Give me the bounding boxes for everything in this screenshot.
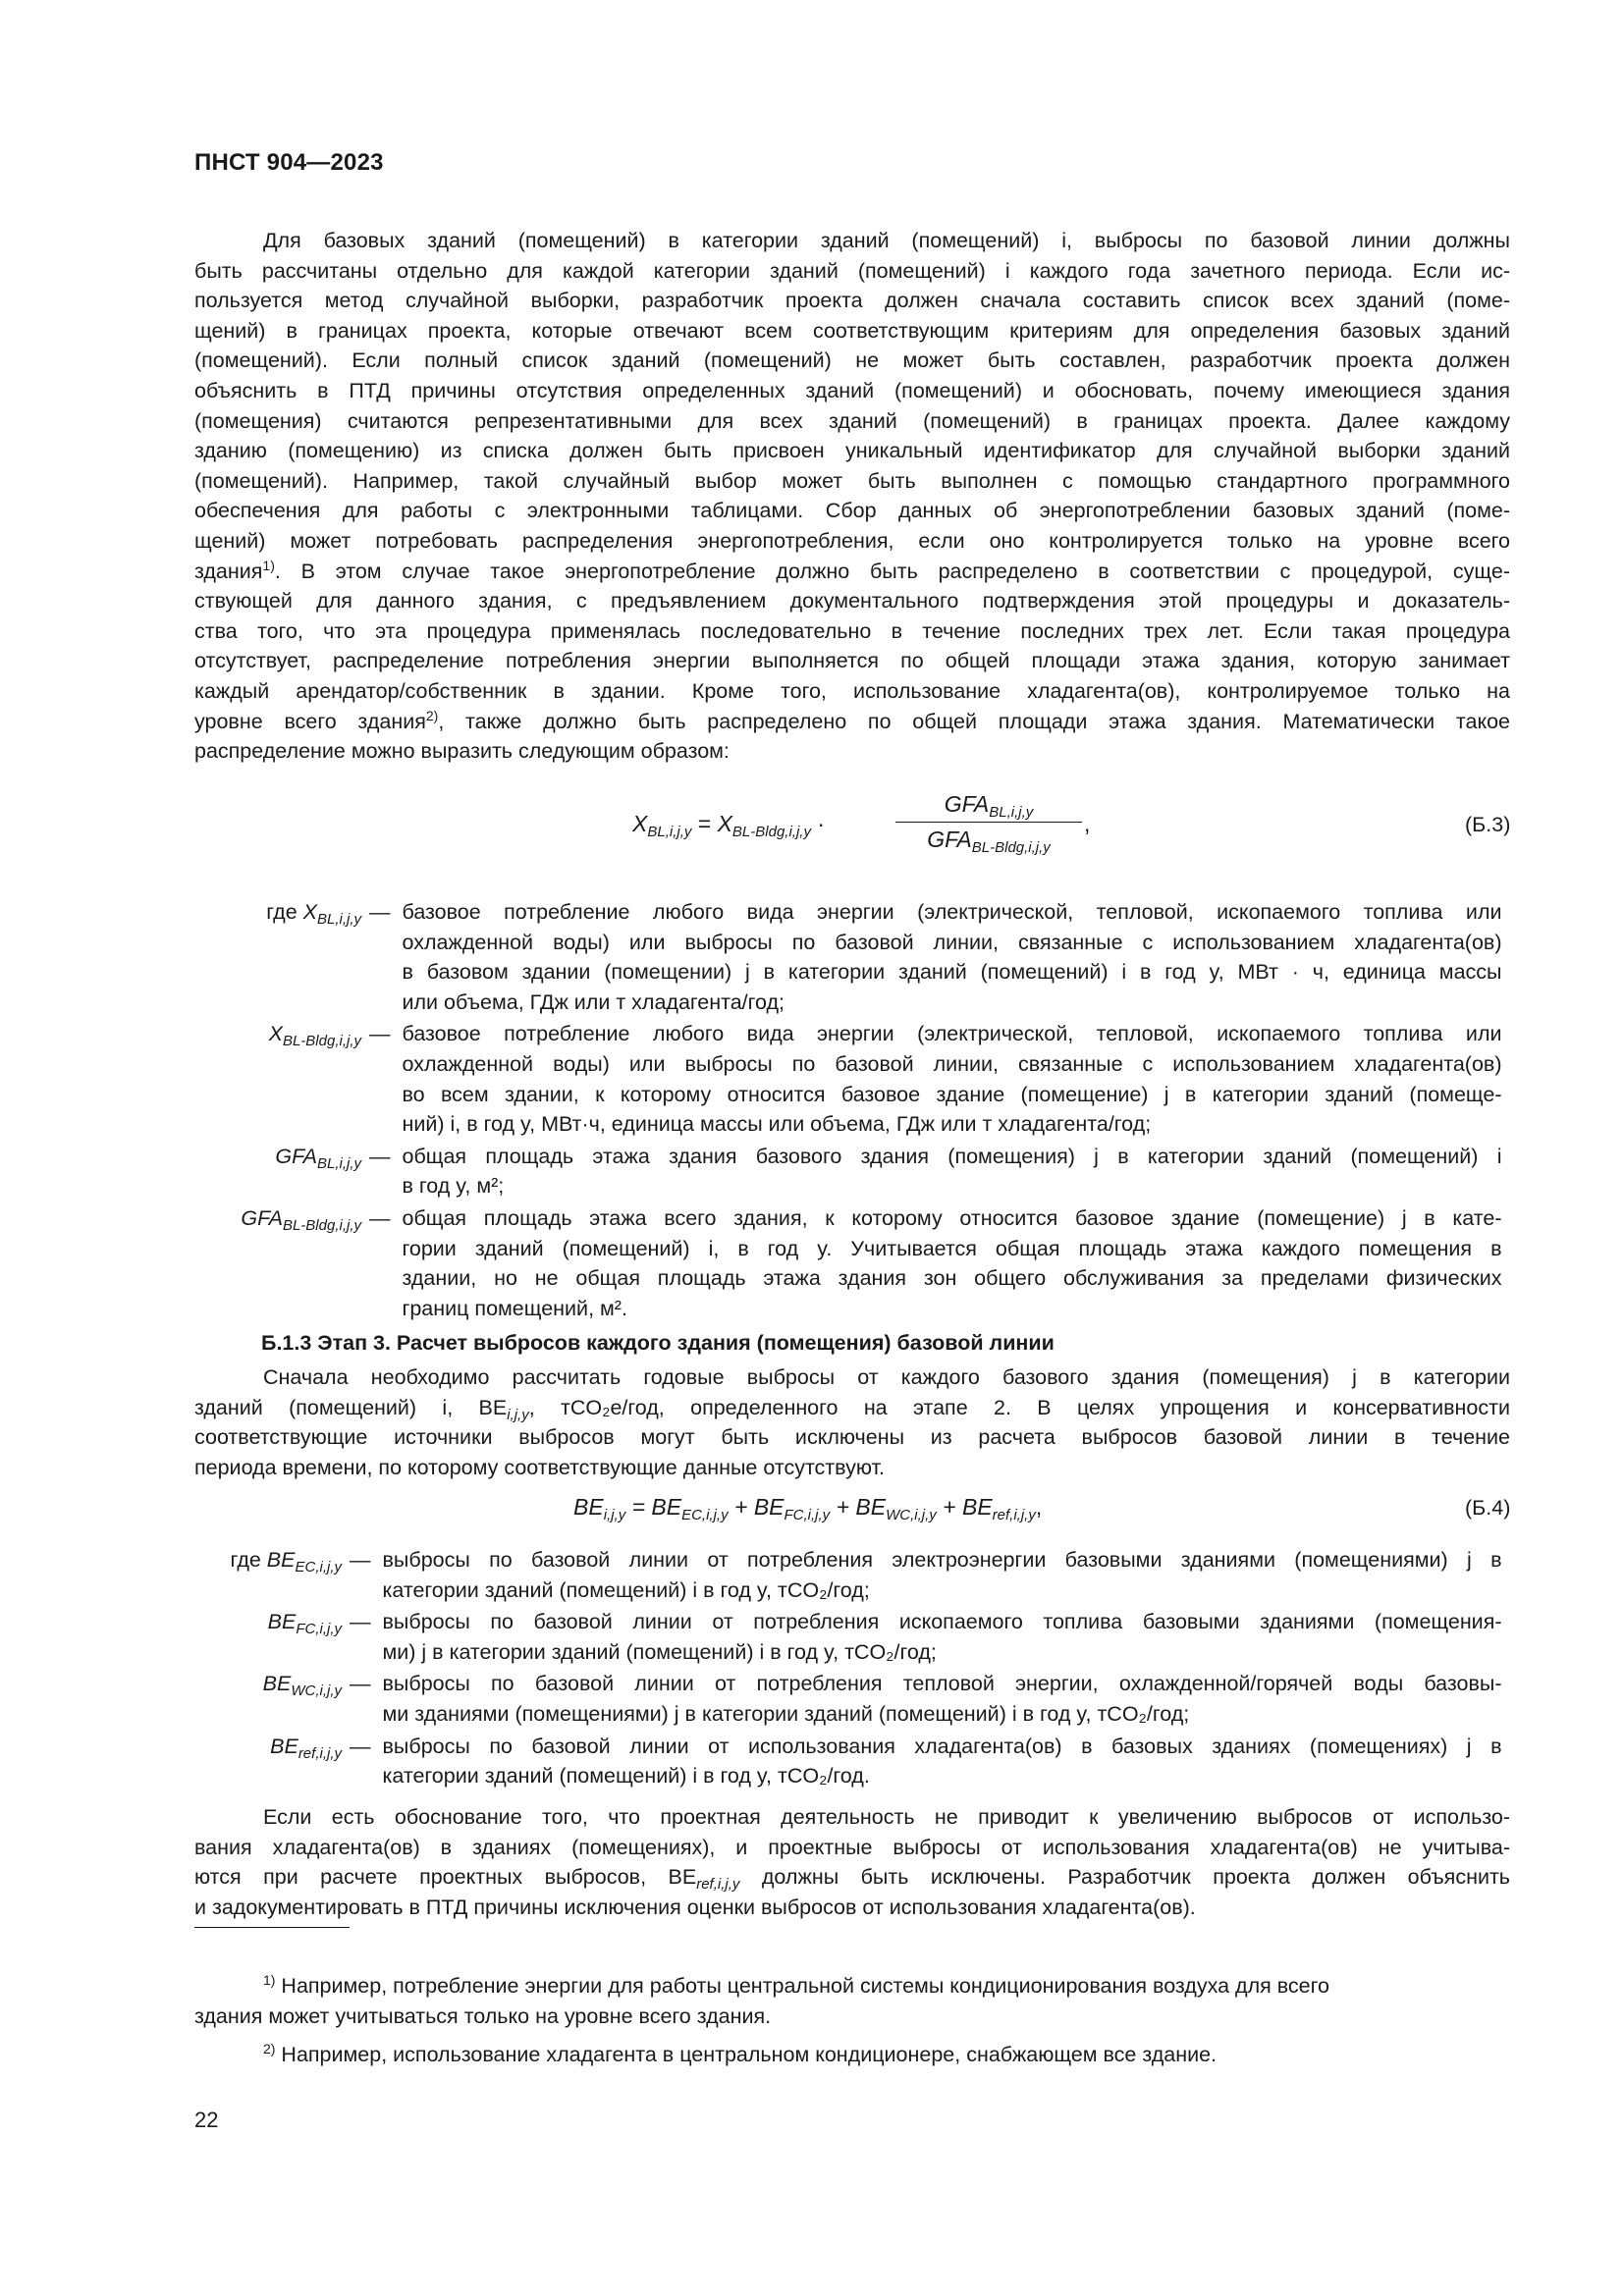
formula-b3-comma: , — [1084, 811, 1091, 836]
section-heading: Б.1.3 Этап 3. Расчет выбросов каждого здания (помещения) базовой линии — [261, 1331, 1055, 1355]
text-line: Для базовых зданий (помещений) в категории зданий (помещений) i, выбросы по базовой линии должны — [263, 229, 1510, 252]
footnote-mark: 2) — [263, 2041, 276, 2056]
fraction-denominator: $GFA_{BL-Bldg,i,j,y}$ — [927, 827, 1051, 856]
text-line: вания хладагента(ов) в зданиях (помещениях), и проектные выбросы от использования хладагента(ов) не учитыва- — [194, 1835, 1510, 1859]
definition-text: базовое потребление любого вида энергии (электрической, тепловой, ископаемого топлива или охлажденной воды) или выбросы по базовой линии, связанные с использованием хладагента(ов) во всем здании, к которому относится базовое здание (помещение) j в категории зданий (помеще- ний) i, в год y, МВт·ч, единица массы или объема, ГДж или т хладагента/год; — [402, 1022, 1502, 1137]
text-line: отсутствует, распределение потребления энергии выполняется по общей площади этажа здания, которую занимает — [194, 649, 1510, 673]
definition-text: выбросы по базовой линии от потребления тепловой энергии, охлажденной/горячей воды базовы- ми зданиями (помещениями) j в категории зданий (помещений) i в год y, тCO₂/год; — [382, 1672, 1502, 1726]
text-line: (помещения) считаются репрезентативными для всех зданий (помещений) в границах проекта. Далее каждому — [194, 408, 1510, 433]
text-line: ются при расчете проектных выбросов, $BE_{ref,i,j,y}$ должны быть исключены. Разработчик проекта должен объяснить — [194, 1865, 1511, 1894]
closing-paragraph — [194, 1802, 1510, 1922]
definition-dash: — — [350, 1734, 371, 1758]
definition-dash: — — [369, 1022, 391, 1046]
text-line: (помещений). Если полный список зданий (помещений) не может быть составлен, разработчик проекта должен — [194, 348, 1510, 373]
definition-row — [194, 1669, 1510, 1729]
definition-row — [194, 897, 1510, 1017]
definition-text: базовое потребление любого вида энергии (электрической, тепловой, ископаемого топлива или охлажденной воды) или выбросы по базовой линии, связанные с использованием хладагента(ов) в базовом здании (помещении) j в категории зданий (помещений) i в год y, МВт · ч, единица массы или объема, ГДж или т хладагента/год; — [402, 900, 1502, 1014]
text-line: (помещений). Например, такой случайный выбор может быть выполнен с помощью стандартного программного — [194, 468, 1510, 493]
definition-text: общая площадь этажа всего здания, к которому относится базовое здание (помещение) j в кате- гории зданий (помещений) i, в год y. Учитывается общая площадь этажа каждого помещения в здании, но не общая площадь этажа здания зон общего обслуживания за пределами физических границ помещений, м². — [402, 1205, 1502, 1320]
definition-dash: — — [350, 1672, 371, 1696]
definition-dash: — — [350, 1548, 371, 1572]
text-line: здания$^{1)}$. В этом случае такое энергопотребление должно быть распределено в соответствии с процедурой, суще- — [194, 557, 1510, 583]
definition-row — [194, 1203, 1510, 1323]
text-line: периода времени, по которому соответствующие данные отсутствуют. — [194, 1455, 885, 1479]
text-line: Сначала необходимо рассчитать годовые выбросы от каждого базового здания (помещения) j в категории — [263, 1365, 1510, 1389]
definition-text: выбросы по базовой линии от потребления ископаемого топлива базовыми зданиями (помещения- ми) j в категории зданий (помещений) i в год y, тCO₂/год; — [382, 1610, 1502, 1664]
definition-dash: — — [369, 1144, 391, 1168]
definition-dash: — — [350, 1610, 371, 1634]
definition-text: выбросы по базовой линии от использования хладагента(ов) в базовых зданиях (помещениях) j в категории зданий (помещений) i в год y, тCO₂/год. — [382, 1734, 1502, 1789]
footnote-ref: 1) — [262, 557, 275, 573]
definition-text: выбросы по базовой линии от потребления электроэнергии базовыми зданиями (помещениями) j в категории зданий (помещений) i в год y, тCO₂/год; — [382, 1548, 1502, 1602]
text-line: соответствующие источники выбросов могут быть исключены из расчета выбросов базовой линии в течение — [194, 1425, 1510, 1450]
definition-row — [194, 1607, 1510, 1667]
definitions-b4 — [194, 1545, 1510, 1793]
footnote-mark: 1) — [263, 1972, 276, 1988]
text-line: Если есть обоснование того, что проектная деятельность не приводит к увеличению выбросов от использо- — [263, 1805, 1510, 1829]
step3-paragraph — [194, 1362, 1510, 1482]
text-line: зданию (помещению) из списка должен быть присвоен уникальный идентификатор для случайной выборки зданий — [194, 439, 1510, 463]
text-line: распределение можно выразить следующим образом: — [194, 739, 730, 764]
formula-b3-number: (Б.3) — [1465, 813, 1511, 836]
text-line: и задокументировать в ПТД причины исключения оценки выбросов от использования хладагента(ов). — [194, 1895, 1196, 1919]
definition-term: где $X_{BL,i,j,y}$ — [266, 900, 361, 928]
definition-term: $GFA_{BL,i,j,y}$ — [275, 1144, 361, 1172]
formula-b3-lhs: $X_{BL,i,j,y} = X_{BL-Bldg,i,j,y}$ · — [632, 811, 826, 840]
definition-row — [194, 1019, 1510, 1139]
text-line: быть рассчитаны отдельно для каждой категории зданий (помещений) i каждого года зачетного периода. Если ис- — [194, 258, 1510, 283]
definition-term: $BE_{WC,i,j,y}$ — [262, 1672, 342, 1700]
definition-term: $GFA_{BL-Bldg,i,j,y}$ — [241, 1205, 361, 1234]
definition-dash: — — [369, 900, 391, 924]
text-line: зданий (помещений) i, $BE_{i,j,y}$, тCO₂e/год, определенного на этапе 2. В целях упрощения и консервативности — [194, 1395, 1510, 1423]
definition-term: $BE_{FC,i,j,y}$ — [267, 1610, 342, 1638]
text-line: щений) в границах проекта, которые отвечают всем соответствующим критериям для определения базовых зданий — [194, 318, 1510, 343]
formula-b3-fraction — [895, 791, 1082, 856]
fraction-numerator: $GFA_{BL,i,j,y}$ — [944, 791, 1034, 821]
text-line: щений) может потребовать распределения энергопотребления, если оно контролируется только на уровне всего — [194, 528, 1510, 553]
text-line: пользуется метод случайной выборки, разработчик проекта должен сначала составить список всех зданий (поме- — [194, 289, 1510, 313]
text-line: обеспечения для работы с электронными таблицами. Сбор данных об энергопотреблении базовых зданий (поме- — [194, 499, 1510, 523]
definition-text: общая площадь этажа здания базового здания (помещения) j в категории зданий (помещений) i в год y, м²; — [402, 1144, 1502, 1199]
intro-paragraph — [194, 226, 1510, 767]
document-code: ПНСТ 904—2023 — [194, 149, 384, 176]
definition-dash: — — [369, 1205, 391, 1230]
footnote-ref: 2) — [425, 707, 439, 723]
footnote-2: $^{2)}$ Например, использование хладагента в центральном кондиционере, снабжающем все здание. — [263, 2041, 1218, 2066]
page-number: 22 — [194, 2108, 219, 2132]
formula-b4-number: (Б.4) — [1465, 1496, 1511, 1520]
footnote-divider — [194, 1927, 350, 1928]
definition-term: где $BE_{EC,i,j,y}$ — [230, 1548, 342, 1575]
footnote-1: $^{1)}$ Например, потребление энергии для работы центральной системы кондиционирования воздуха для всего здания может учитываться только на уровне всего здания. — [194, 1972, 1329, 2028]
definitions-b3 — [194, 897, 1510, 1325]
fraction-bar — [895, 822, 1082, 823]
text-line: объяснить в ПТД причины отсутствия определенных зданий (помещений) и обосновать, почему имеющиеся здания — [194, 378, 1510, 402]
definition-row — [194, 1732, 1510, 1791]
definition-row — [194, 1142, 1510, 1201]
text-line: ствующей для данного здания, с предъявлением документального подтверждения этой процедуры и доказатель- — [194, 589, 1510, 614]
formula-b4: $BE_{i,j,y} = BE_{EC,i,j,y} + BE_{FC,i,j,y} + BE_{WC,i,j,y} + BE_{ref,i,j,y}$, — [573, 1494, 1043, 1523]
text-line: уровне всего здания$^{2)}$, также должно быть распределено по общей площади этажа здания. Математически такое — [194, 707, 1511, 733]
definition-term: $BE_{ref,i,j,y}$ — [270, 1734, 342, 1762]
text-line: ства того, что эта процедура применялась последовательно в течение последних трех лет. Если такая процедура — [194, 618, 1510, 643]
text-line: каждый арендатор/собственник в здании. Кроме того, использование хладагента(ов), контролируемое только на — [194, 678, 1510, 703]
definition-row — [194, 1545, 1510, 1605]
definition-term: $X_{BL-Bldg,i,j,y}$ — [268, 1022, 361, 1050]
